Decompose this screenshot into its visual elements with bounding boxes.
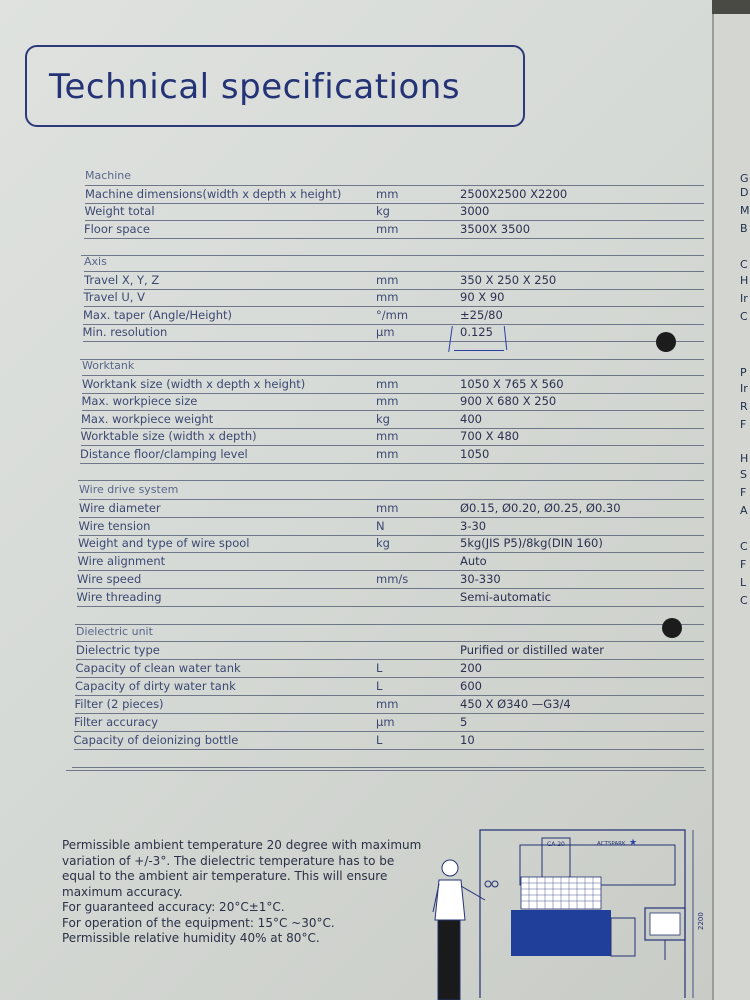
note-line: equal to the ambient air temperature. This will ensure xyxy=(62,869,388,883)
spec-label: Machine dimensions(width x depth x height) xyxy=(85,186,342,201)
height-label: 2200 xyxy=(697,912,705,930)
section-title: Worktank xyxy=(82,359,135,372)
spec-value: 900 X 680 X 250 xyxy=(460,394,557,408)
spec-unit: mm xyxy=(376,376,399,391)
spec-label: Weight and type of wire spool xyxy=(78,536,250,551)
spec-label: Wire threading xyxy=(76,589,162,604)
spec-unit: °/mm xyxy=(376,307,409,322)
spec-value: ±25/80 xyxy=(460,307,503,322)
spec-value: Purified or distilled water xyxy=(460,643,605,657)
next-page-letter: Ir xyxy=(740,382,748,395)
person-figure xyxy=(433,860,485,1000)
next-page-letter: F xyxy=(740,558,747,571)
spec-row xyxy=(77,571,704,589)
spec-label: Capacity of dirty water tank xyxy=(75,679,236,693)
spec-row xyxy=(84,289,705,307)
spec-label: Filter accuracy xyxy=(74,715,159,729)
spec-row xyxy=(75,678,704,696)
spec-value: 3000 xyxy=(460,204,490,218)
spec-value: 5kg(JIS P5)/8kg(DIN 160) xyxy=(460,536,603,551)
note-line: Permissible relative humidity 40% at 80°C. xyxy=(62,931,320,945)
spec-label: Wire speed xyxy=(77,572,142,586)
spec-row xyxy=(75,696,705,714)
spec-label: Max. workpiece size xyxy=(81,394,198,408)
spec-value: 0.125 xyxy=(460,325,493,339)
spec-unit: μm xyxy=(376,325,395,339)
next-page-letter: B xyxy=(740,222,748,235)
spec-row xyxy=(76,660,705,678)
spec-value: 30-330 xyxy=(460,572,501,586)
spec-unit: mm xyxy=(376,697,399,711)
spec-label: Capacity of deionizing bottle xyxy=(73,733,239,747)
next-page-letter: C xyxy=(740,310,748,323)
next-page-letter: H xyxy=(740,452,749,465)
title-box xyxy=(25,45,525,127)
spec-label: Worktable size (width x depth) xyxy=(80,429,257,443)
section-header xyxy=(84,254,704,272)
machine-body xyxy=(511,910,611,956)
spec-value: 3-30 xyxy=(460,518,487,533)
spec-row xyxy=(82,393,705,411)
next-page-letter: P xyxy=(740,366,747,379)
next-page-letter: H xyxy=(740,274,749,287)
spec-row xyxy=(84,221,704,239)
section-header xyxy=(85,168,704,186)
spec-label: Travel U, V xyxy=(83,290,145,304)
spec-value: 600 xyxy=(460,679,482,693)
spec-unit: L xyxy=(376,661,383,675)
next-page-letter: F xyxy=(740,418,747,431)
spec-unit: mm xyxy=(376,446,399,461)
section-title: Machine xyxy=(85,169,132,182)
note-line: For operation of the equipment: 15°C ~30°C. xyxy=(62,915,335,930)
spec-value: 1050 X 765 X 560 xyxy=(460,376,564,391)
spec-row xyxy=(79,518,705,536)
spec-row xyxy=(77,589,705,607)
next-page-letter: M xyxy=(740,204,750,217)
next-page-letter: C xyxy=(740,594,748,607)
spec-label: Max. workpiece weight xyxy=(81,411,214,426)
spec-unit: μm xyxy=(376,715,395,729)
next-page-letter: G xyxy=(740,172,749,185)
section-header xyxy=(79,482,704,500)
next-page-letter: L xyxy=(740,576,747,589)
spec-row xyxy=(78,553,705,571)
spec-row xyxy=(81,411,704,429)
spec-unit: mm xyxy=(376,186,399,201)
spec-row xyxy=(76,642,704,660)
note-line: Permissible ambient temperature 20 degree with maximum xyxy=(62,838,422,852)
section-title: Dielectric unit xyxy=(76,625,153,638)
next-page-letter: F xyxy=(740,486,747,499)
spec-label: Wire tension xyxy=(78,518,151,533)
spec-value: Auto xyxy=(460,554,487,569)
spec-unit: kg xyxy=(376,204,390,218)
spec-value: 450 X Ø340 —G3/4 xyxy=(460,697,571,711)
spec-label: Dielectric type xyxy=(76,643,160,657)
spec-row xyxy=(79,500,704,518)
spec-value: Ø0.15, Ø0.20, Ø0.25, Ø0.30 xyxy=(460,500,621,515)
spec-label: Distance floor/clamping level xyxy=(80,446,248,461)
note-line: variation of +/-3°. The dielectric temperature has to be xyxy=(62,853,395,868)
spec-value: 90 X 90 xyxy=(460,290,505,304)
page-title: Technical specifications xyxy=(49,67,461,107)
spec-label: Worktank size (width x depth x height) xyxy=(82,376,306,391)
next-page-letter: Ir xyxy=(740,292,748,305)
spec-unit: mm xyxy=(376,290,399,304)
spec-value: 5 xyxy=(460,715,468,729)
next-page-letter: C xyxy=(740,258,748,271)
spec-value: 400 xyxy=(460,411,482,426)
spec-unit: mm xyxy=(376,500,399,515)
spec-value: 700 X 480 xyxy=(460,429,520,443)
spec-unit: mm xyxy=(376,429,399,443)
spec-value: 200 xyxy=(460,661,482,675)
note-line: maximum accuracy. xyxy=(62,884,183,899)
spec-label: Wire alignment xyxy=(77,554,166,569)
spec-value: 3500X 3500 xyxy=(460,221,531,236)
section-header xyxy=(76,624,704,642)
note-line: For guaranteed accuracy: 20°C±1°C. xyxy=(62,900,285,914)
spec-unit: kg xyxy=(376,536,390,551)
spec-unit: mm xyxy=(376,221,399,236)
spec-row xyxy=(83,324,705,342)
binder-hole xyxy=(656,332,676,352)
section-title: Wire drive system xyxy=(79,483,179,496)
section-divider xyxy=(78,480,704,481)
section-title: Axis xyxy=(84,255,107,268)
spec-value: 1050 xyxy=(460,446,490,461)
spec-unit: mm/s xyxy=(376,572,409,586)
spec-row xyxy=(85,203,705,221)
panel-label: CA 20 xyxy=(547,841,565,848)
table-bottom-rule xyxy=(66,770,706,771)
next-page-letter: C xyxy=(740,540,748,553)
ambient-note xyxy=(62,838,442,947)
spec-label: Max. taper (Angle/Height) xyxy=(83,307,232,322)
spec-unit: mm xyxy=(376,272,399,287)
spec-row xyxy=(81,428,705,446)
next-page-edge xyxy=(712,14,750,1000)
spec-unit: kg xyxy=(376,411,390,426)
spec-unit: mm xyxy=(376,394,399,408)
next-page-letter: D xyxy=(740,186,749,199)
spec-unit: L xyxy=(376,679,383,693)
spec-label: Floor space xyxy=(84,221,151,236)
spec-label: Wire diameter xyxy=(79,500,161,515)
spec-label: Filter (2 pieces) xyxy=(74,697,164,711)
spec-row xyxy=(78,535,704,553)
spec-value: 2500X2500 X2200 xyxy=(460,186,568,201)
machine-illustration xyxy=(425,820,710,1000)
spec-unit: N xyxy=(376,518,385,533)
star-icon: ★ xyxy=(629,838,638,848)
spec-value: Semi-automatic xyxy=(460,589,552,604)
spec-row xyxy=(82,376,704,394)
spec-row xyxy=(80,446,704,464)
next-page-letter: R xyxy=(740,400,748,413)
spec-label: Travel X, Y, Z xyxy=(84,272,160,287)
spec-value: 10 xyxy=(460,733,475,747)
spec-row xyxy=(85,186,704,204)
section-header xyxy=(82,358,704,376)
spec-value: 350 X 250 X 250 xyxy=(460,272,557,287)
spec-label: Min. resolution xyxy=(82,325,168,339)
spec-label: Weight total xyxy=(84,204,155,218)
brand-label: ACTSPARK xyxy=(597,841,626,847)
spec-row xyxy=(84,272,704,290)
binder-hole xyxy=(662,618,682,638)
spec-row xyxy=(83,307,704,325)
spec-row xyxy=(74,732,705,750)
spec-unit: L xyxy=(376,733,383,747)
next-page-letter: A xyxy=(740,504,748,517)
next-page-letter: S xyxy=(740,468,747,481)
spec-label: Capacity of clean water tank xyxy=(75,661,241,675)
section-divider xyxy=(72,767,704,768)
spec-row xyxy=(74,714,704,732)
pen-underline xyxy=(454,350,504,351)
